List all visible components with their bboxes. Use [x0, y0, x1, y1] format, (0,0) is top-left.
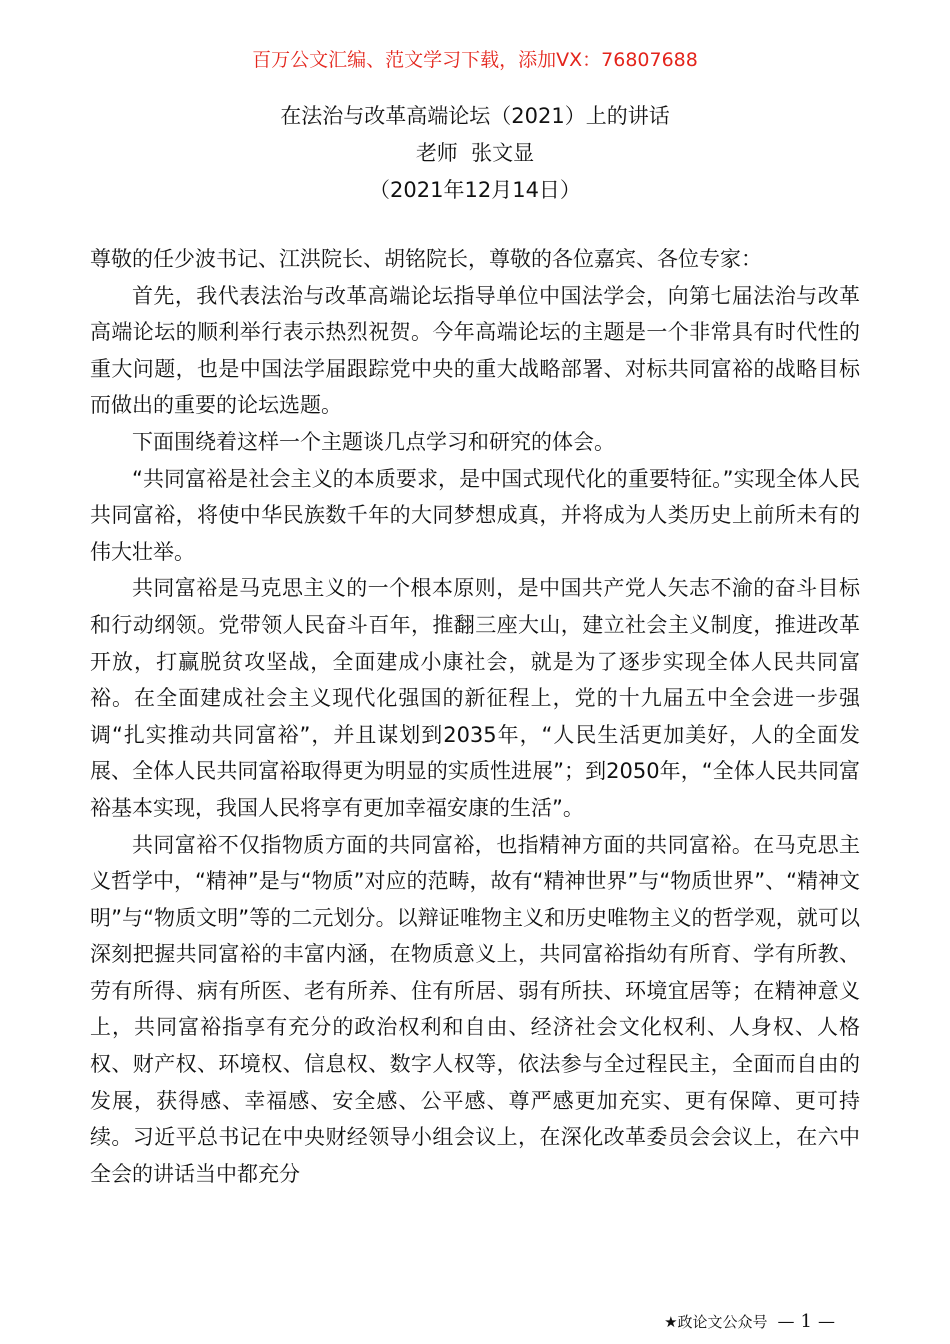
title-block	[0, 98, 950, 209]
paragraph: 共同富裕不仅指物质方面的共同富裕，也指精神方面的共同富裕。在马克思主义哲学中，“精神”是与“物质”对应的范畴，故有“精神世界”与“物质世界”、“精神文明”与“物质文明”等的二元划分。以辩证唯物主义和历史唯物主义的哲学观，就可以深刻把握共同富裕的丰富内涵，在物质意义上，共同富裕指幼有所育、学有所教、劳有所得、病有所医、老有所养、住有所居、弱有所扶、环境宜居等；在精神意义上，共同富裕指享有充分的政治权利和自由、经济社会文化权利、人身权、人格权、财产权、环境权、信息权、数字人权等，依法参与全过程民主，全面而自由的发展，获得感、幸福感、安全感、公平感、尊严感更加充实、更有保障、更可持续。习近平总书记在中央财经领导小组会议上，在深化改革委员会会议上，在六中全会的讲话当中都充分	[90, 832, 860, 1186]
speech-title: 在法治与改革高端论坛（2021）上的讲话	[280, 104, 670, 128]
paragraph: “共同富裕是社会主义的本质要求，是中国式现代化的重要特征。”实现全体人民共同富裕，将使中华民族数千年的大同梦想成真，并将成为人类历史上前所未有的伟大壮举。	[90, 466, 860, 564]
salutation: 尊敬的任少波书记、江洪院长、胡铭院长，尊敬的各位嘉宾、各位专家：	[90, 247, 762, 271]
page-number: 1	[800, 1311, 812, 1332]
speech-date: （2021年12月14日）	[369, 178, 581, 202]
paragraph: 下面围绕着这样一个主题谈几点学习和研究的体会。	[132, 429, 615, 454]
speech-body	[90, 241, 860, 1192]
footer-source: ★政论文公众号	[664, 1313, 768, 1331]
paragraph: 首先，我代表法治与改革高端论坛指导单位中国法学会，向第七届法治与改革高端论坛的顺利举行表示热烈祝贺。今年高端论坛的主题是一个非常具有时代性的重大问题，也是中国法学届跟踪党中央的重大战略部署、对标共同富裕的战略目标而做出的重要的论坛选题。	[90, 283, 860, 418]
download-banner: 百万公文汇编、范文学习下载，添加VX：76807688	[252, 49, 698, 71]
speaker-name: 老师 张文显	[415, 141, 535, 165]
paragraph: 共同富裕是马克思主义的一个根本原则，是中国共产党人矢志不渝的奋斗目标和行动纲领。党带领人民奋斗百年，推翻三座大山，建立社会主义制度，推进改革开放，打赢脱贫攻坚战，全面建成小康社会，就是为了逐步实现全体人民共同富裕。在全面建成社会主义现代化强国的新征程上，党的十九届五中全会进一步强调“扎实推动共同富裕”，并且谋划到2035年，“人民生活更加美好，人的全面发展、全体人民共同富裕取得更为明显的实质性进展”；到2050年，“全体人民共同富裕基本实现，我国人民将享有更加幸福安康的生活”。	[90, 576, 860, 820]
page-dash-left: —	[777, 1312, 795, 1332]
page-footer	[664, 1311, 835, 1333]
page-dash-right: —	[818, 1312, 835, 1332]
